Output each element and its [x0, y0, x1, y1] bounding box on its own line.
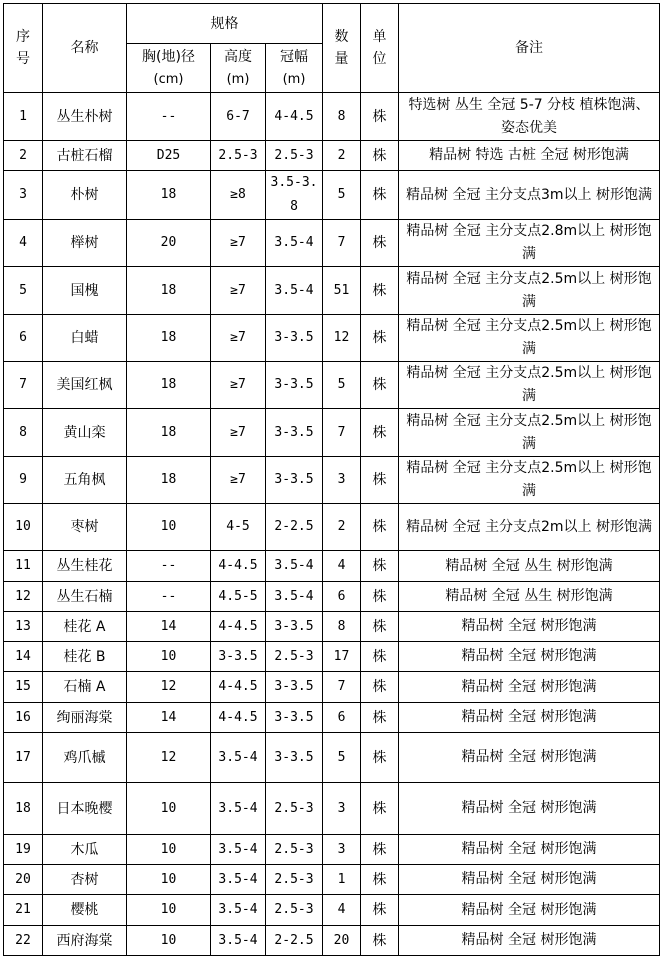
row-dbh: 12 — [127, 733, 211, 783]
table-row — [4, 504, 660, 551]
row-height: 3-3.5 — [211, 642, 266, 672]
header-name: 名称 — [43, 4, 127, 93]
row-index: 9 — [4, 457, 43, 504]
row-dbh: 10 — [127, 642, 211, 672]
row-dbh: 10 — [127, 835, 211, 865]
header-dbh-label: 胸(地)径 — [142, 48, 195, 65]
row-crown: 3-3.5 — [266, 409, 323, 457]
row-index: 2 — [4, 141, 43, 171]
row-dbh: 14 — [127, 612, 211, 642]
table-row — [4, 865, 660, 895]
row-quantity: 7 — [323, 672, 361, 703]
row-index: 12 — [4, 582, 43, 612]
row-dbh: 12 — [127, 672, 211, 703]
row-name: 枣树 — [43, 504, 127, 551]
row-quantity: 6 — [323, 703, 361, 733]
row-height: 4-4.5 — [211, 672, 266, 703]
row-remark: 精品树 全冠 树形饱满 — [399, 926, 660, 956]
row-unit: 株 — [361, 642, 399, 672]
row-name: 丛生桂花 — [43, 551, 127, 582]
row-remark: 精品树 全冠 树形饱满 — [399, 895, 660, 926]
row-quantity: 7 — [323, 409, 361, 457]
row-index: 20 — [4, 865, 43, 895]
row-remark: 精品树 全冠 丛生 树形饱满 — [399, 551, 660, 582]
row-quantity: 5 — [323, 362, 361, 409]
row-height: 4-4.5 — [211, 551, 266, 582]
row-quantity: 2 — [323, 141, 361, 171]
row-index: 11 — [4, 551, 43, 582]
row-dbh: 18 — [127, 267, 211, 315]
row-quantity: 8 — [323, 93, 361, 141]
row-quantity: 3 — [323, 835, 361, 865]
row-name: 丛生石楠 — [43, 582, 127, 612]
row-quantity: 20 — [323, 926, 361, 956]
row-height: 4-4.5 — [211, 703, 266, 733]
header-crown-label: 冠幅 — [280, 48, 308, 65]
row-remark: 精品树 全冠 主分支点2.5m以上 树形饱满 — [399, 267, 660, 315]
row-name: 五角枫 — [43, 457, 127, 504]
row-quantity: 4 — [323, 551, 361, 582]
row-crown: 2-2.5 — [266, 504, 323, 551]
header-index-line2: 号 — [16, 51, 30, 67]
header-spec-group: 规格 — [127, 4, 323, 44]
row-index: 21 — [4, 895, 43, 926]
row-remark: 精品树 全冠 主分支点3m以上 树形饱满 — [399, 171, 660, 220]
row-index: 4 — [4, 220, 43, 267]
row-unit: 株 — [361, 267, 399, 315]
row-remark: 精品树 特选 古桩 全冠 树形饱满 — [399, 141, 660, 171]
row-index: 22 — [4, 926, 43, 956]
row-dbh: 10 — [127, 926, 211, 956]
row-crown: 3.5-4 — [266, 551, 323, 582]
row-quantity: 5 — [323, 171, 361, 220]
row-dbh: 18 — [127, 409, 211, 457]
row-dbh: 10 — [127, 865, 211, 895]
row-unit: 株 — [361, 865, 399, 895]
row-unit: 株 — [361, 141, 399, 171]
row-crown: 2.5-3 — [266, 865, 323, 895]
row-index: 3 — [4, 171, 43, 220]
row-name: 白蜡 — [43, 315, 127, 362]
row-dbh: D25 — [127, 141, 211, 171]
row-index: 14 — [4, 642, 43, 672]
row-crown: 3.5-4 — [266, 267, 323, 315]
row-remark: 精品树 全冠 树形饱满 — [399, 672, 660, 703]
row-index: 17 — [4, 733, 43, 783]
row-height: 3.5-4 — [211, 733, 266, 783]
row-name: 古桩石榴 — [43, 141, 127, 171]
row-height: 4-5 — [211, 504, 266, 551]
row-unit: 株 — [361, 504, 399, 551]
row-height: 3.5-4 — [211, 835, 266, 865]
row-crown: 3.5-3.8 — [266, 171, 323, 220]
row-dbh: 18 — [127, 362, 211, 409]
row-name: 西府海棠 — [43, 926, 127, 956]
table-row — [4, 612, 660, 642]
row-unit: 株 — [361, 895, 399, 926]
row-quantity: 6 — [323, 582, 361, 612]
row-name: 木瓜 — [43, 835, 127, 865]
table-row — [4, 171, 660, 220]
row-dbh: 10 — [127, 783, 211, 835]
table-row — [4, 220, 660, 267]
row-remark: 精品树 全冠 主分支点2.5m以上 树形饱满 — [399, 315, 660, 362]
row-crown: 3-3.5 — [266, 457, 323, 504]
row-remark: 精品树 全冠 主分支点2.8m以上 树形饱满 — [399, 220, 660, 267]
row-crown: 3-3.5 — [266, 612, 323, 642]
header-quantity-line1: 数 — [334, 29, 349, 45]
row-index: 15 — [4, 672, 43, 703]
row-quantity: 12 — [323, 315, 361, 362]
row-index: 10 — [4, 504, 43, 551]
row-height: 3.5-4 — [211, 865, 266, 895]
row-remark: 精品树 全冠 树形饱满 — [399, 835, 660, 865]
row-index: 18 — [4, 783, 43, 835]
header-unit-line1: 单 — [372, 29, 387, 45]
table-row — [4, 783, 660, 835]
row-index: 5 — [4, 267, 43, 315]
header-height-label: 高度 — [224, 48, 252, 65]
row-name: 樱桃 — [43, 895, 127, 926]
row-name: 丛生朴树 — [43, 93, 127, 141]
row-remark: 精品树 全冠 树形饱满 — [399, 733, 660, 783]
header-height — [211, 44, 266, 93]
table-row — [4, 672, 660, 703]
row-crown: 3-3.5 — [266, 362, 323, 409]
row-index: 6 — [4, 315, 43, 362]
row-height: 3.5-4 — [211, 926, 266, 956]
row-height: ≥7 — [211, 220, 266, 267]
row-remark: 精品树 全冠 主分支点2.5m以上 树形饱满 — [399, 409, 660, 457]
row-index: 16 — [4, 703, 43, 733]
table-header — [4, 4, 660, 93]
header-dbh-unit: (cm) — [153, 71, 184, 87]
row-quantity: 1 — [323, 865, 361, 895]
row-index: 13 — [4, 612, 43, 642]
row-index: 1 — [4, 93, 43, 141]
row-height: ≥7 — [211, 267, 266, 315]
row-index: 8 — [4, 409, 43, 457]
row-height: ≥7 — [211, 409, 266, 457]
row-quantity: 5 — [323, 733, 361, 783]
row-index: 19 — [4, 835, 43, 865]
row-remark: 精品树 全冠 树形饱满 — [399, 865, 660, 895]
row-unit: 株 — [361, 362, 399, 409]
row-crown: 3.5-4 — [266, 220, 323, 267]
row-name: 朴树 — [43, 171, 127, 220]
table-row — [4, 733, 660, 783]
row-quantity: 8 — [323, 612, 361, 642]
table-row — [4, 926, 660, 956]
table-row — [4, 362, 660, 409]
table-row — [4, 551, 660, 582]
row-unit: 株 — [361, 582, 399, 612]
table-row — [4, 93, 660, 141]
row-dbh: 20 — [127, 220, 211, 267]
table-row — [4, 457, 660, 504]
row-quantity: 51 — [323, 267, 361, 315]
row-height: ≥8 — [211, 171, 266, 220]
row-remark: 特选树 丛生 全冠 5-7 分枝 植株饱满、姿态优美 — [399, 93, 660, 141]
header-unit-line2: 位 — [372, 51, 387, 67]
nursery-stock-table — [3, 3, 660, 956]
row-height: 4-4.5 — [211, 612, 266, 642]
header-crown — [266, 44, 323, 93]
row-unit: 株 — [361, 551, 399, 582]
row-remark: 精品树 全冠 树形饱满 — [399, 703, 660, 733]
row-crown: 2.5-3 — [266, 141, 323, 171]
row-remark: 精品树 全冠 主分支点2m以上 树形饱满 — [399, 504, 660, 551]
row-quantity: 2 — [323, 504, 361, 551]
row-dbh: -- — [127, 93, 211, 141]
row-height: 3.5-4 — [211, 783, 266, 835]
table-row — [4, 315, 660, 362]
row-height: 4.5-5 — [211, 582, 266, 612]
row-dbh: 18 — [127, 315, 211, 362]
row-remark: 精品树 全冠 树形饱满 — [399, 642, 660, 672]
row-unit: 株 — [361, 93, 399, 141]
header-index — [4, 4, 43, 93]
header-crown-unit: (m) — [282, 71, 306, 87]
row-unit: 株 — [361, 926, 399, 956]
row-unit: 株 — [361, 457, 399, 504]
row-name: 日本晚樱 — [43, 783, 127, 835]
row-name: 榉树 — [43, 220, 127, 267]
row-unit: 株 — [361, 733, 399, 783]
row-quantity: 3 — [323, 783, 361, 835]
row-crown: 3-3.5 — [266, 733, 323, 783]
table-row — [4, 642, 660, 672]
row-quantity: 3 — [323, 457, 361, 504]
row-crown: 4-4.5 — [266, 93, 323, 141]
header-unit — [361, 4, 399, 93]
row-remark: 精品树 全冠 主分支点2.5m以上 树形饱满 — [399, 457, 660, 504]
row-crown: 3.5-4 — [266, 582, 323, 612]
row-name: 黄山栾 — [43, 409, 127, 457]
row-height: 2.5-3 — [211, 141, 266, 171]
table-row — [4, 141, 660, 171]
row-unit: 株 — [361, 835, 399, 865]
row-remark: 精品树 全冠 树形饱满 — [399, 612, 660, 642]
row-height: 3.5-4 — [211, 895, 266, 926]
row-remark: 精品树 全冠 主分支点2.5m以上 树形饱满 — [399, 362, 660, 409]
row-crown: 2.5-3 — [266, 835, 323, 865]
row-height: 6-7 — [211, 93, 266, 141]
row-height: ≥7 — [211, 457, 266, 504]
row-crown: 2.5-3 — [266, 642, 323, 672]
row-name: 鸡爪槭 — [43, 733, 127, 783]
row-name: 杏树 — [43, 865, 127, 895]
table-row — [4, 703, 660, 733]
row-name: 石楠 A — [43, 672, 127, 703]
row-name: 美国红枫 — [43, 362, 127, 409]
row-quantity: 7 — [323, 220, 361, 267]
row-dbh: 10 — [127, 895, 211, 926]
row-unit: 株 — [361, 315, 399, 362]
row-crown: 3-3.5 — [266, 315, 323, 362]
header-remark: 备注 — [399, 4, 660, 93]
row-crown: 2-2.5 — [266, 926, 323, 956]
row-name: 桂花 B — [43, 642, 127, 672]
row-remark: 精品树 全冠 丛生 树形饱满 — [399, 582, 660, 612]
row-unit: 株 — [361, 409, 399, 457]
row-unit: 株 — [361, 220, 399, 267]
row-quantity: 4 — [323, 895, 361, 926]
row-name: 绚丽海棠 — [43, 703, 127, 733]
row-quantity: 17 — [323, 642, 361, 672]
row-unit: 株 — [361, 612, 399, 642]
header-quantity — [323, 4, 361, 93]
table-row — [4, 267, 660, 315]
header-index-line1: 序 — [16, 29, 30, 45]
row-remark: 精品树 全冠 树形饱满 — [399, 783, 660, 835]
row-dbh: 14 — [127, 703, 211, 733]
row-dbh: -- — [127, 551, 211, 582]
row-crown: 2.5-3 — [266, 895, 323, 926]
row-crown: 2.5-3 — [266, 783, 323, 835]
table-row — [4, 895, 660, 926]
row-dbh: 18 — [127, 171, 211, 220]
row-index: 7 — [4, 362, 43, 409]
row-dbh: 10 — [127, 504, 211, 551]
table-row — [4, 835, 660, 865]
row-unit: 株 — [361, 672, 399, 703]
row-name: 桂花 A — [43, 612, 127, 642]
table-body — [4, 93, 660, 956]
header-height-unit: (m) — [226, 71, 250, 87]
table-row — [4, 409, 660, 457]
header-dbh — [127, 44, 211, 93]
row-unit: 株 — [361, 703, 399, 733]
row-dbh: -- — [127, 582, 211, 612]
row-dbh: 18 — [127, 457, 211, 504]
row-height: ≥7 — [211, 315, 266, 362]
row-unit: 株 — [361, 171, 399, 220]
row-crown: 3-3.5 — [266, 672, 323, 703]
row-crown: 3-3.5 — [266, 703, 323, 733]
row-unit: 株 — [361, 783, 399, 835]
table-row — [4, 582, 660, 612]
row-name: 国槐 — [43, 267, 127, 315]
row-height: ≥7 — [211, 362, 266, 409]
header-quantity-line2: 量 — [334, 51, 349, 67]
